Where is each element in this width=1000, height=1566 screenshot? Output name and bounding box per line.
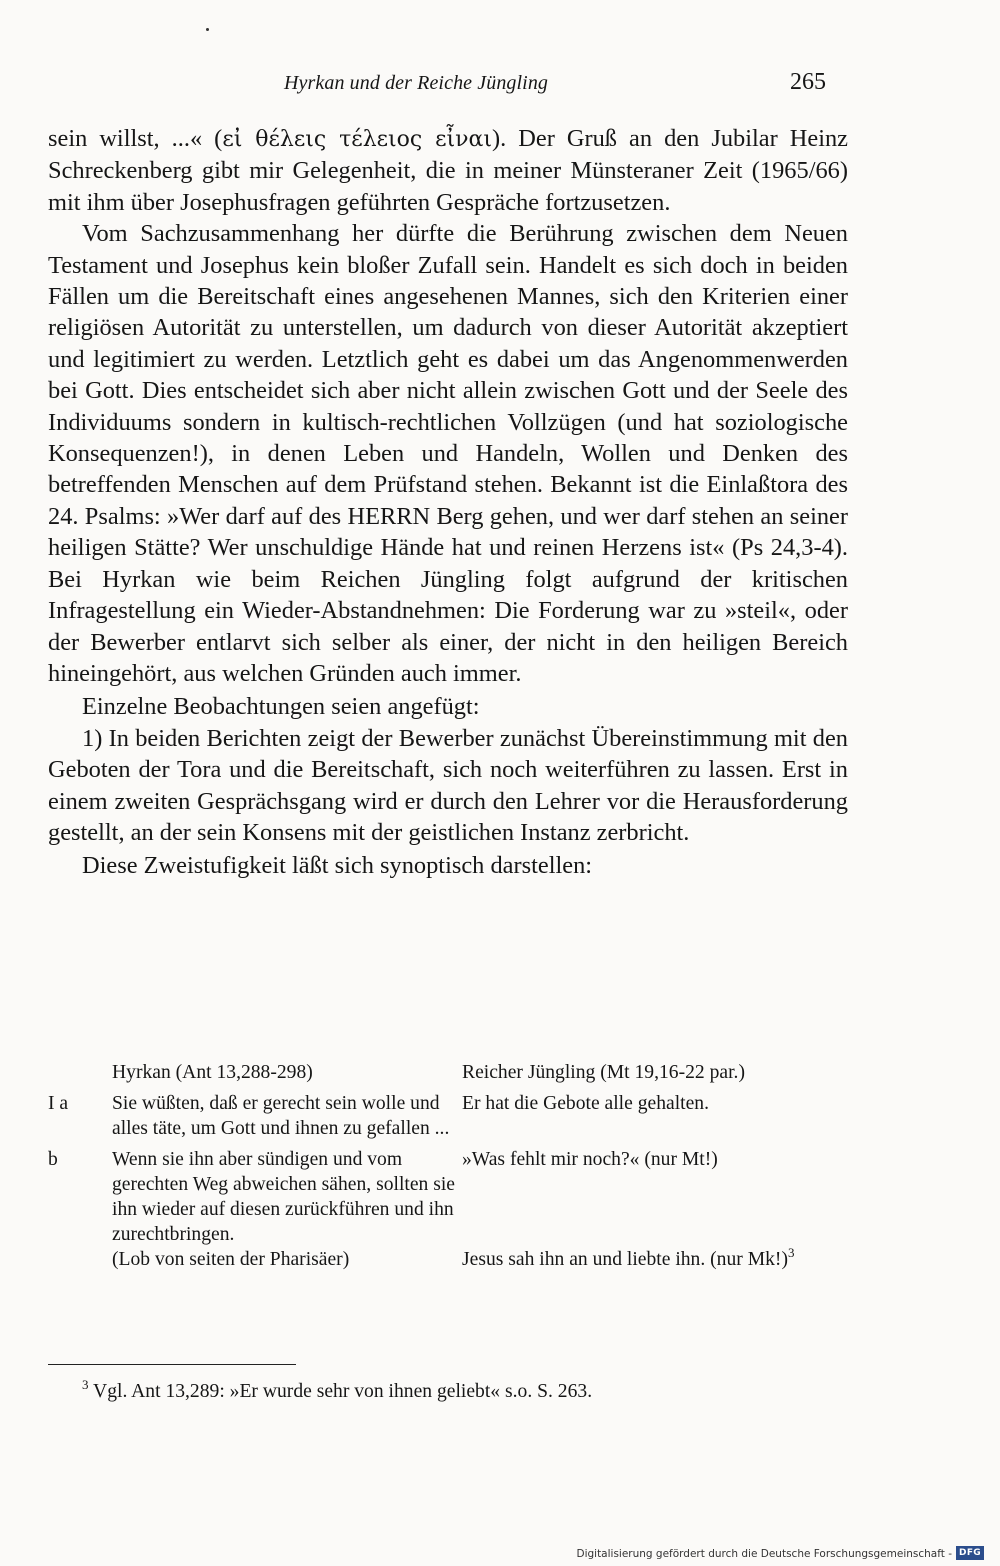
dfg-logo: DFG [956, 1546, 984, 1560]
synopsis-right-cell [462, 1247, 858, 1272]
paragraph-2: Vom Sachzusammenhang her dürfte die Berührung zwischen dem Neuen Testament und Josephus kein bloßer Zufall sein. Handelt es sich doch in beiden Fällen um die Bereitschaft eines angesehenen Mannes, sich den Kriterien einer religiösen Autorität zu unterstellen, um dadurch von dieser Autorität akzeptiert und legitimiert zu werden. Letztlich geht es dabei um das Angenommenwerden bei Gott. Dies entscheidet sich aber nicht allein zwischen Gott und der Seele des Individuums sondern in kultisch-rechtlichen Vollzügen (und hat soziologische Konsequenzen!), in denen Leben und Handeln, Wollen und Denken des betreffenden Menschen auf dem Prüfstand stehen. Bekannt ist die Einlaßtora des 24. Psalms: »Wer darf auf des HERRN Berg gehen, und wer darf stehen an seiner heiligen Stätte? Wer unschuldige Hände hat und reinen Herzens ist« (Ps 24,3-4). Bei Hyrkan wie beim Reichen Jüngling folgt aufgrund der kritischen Infragestellung ein Wieder-Abstandnehmen: Die Forderung war zu »steil«, oder der Bewerber entlarvt sich selber als einer, der nicht in den heiligen Bereich hineingehört, aus welchen Gründen auch immer. [48, 220, 848, 687]
paragraph-1-end: ). Der Gruß an den Jubilar Heinz Schreckenberg gibt mir Gelegenheit, die in meiner Münsteraner Zeit (1965/66) mit ihm über Josephusfragen geführten Gespräche fortzusetzen. [48, 125, 848, 216]
synopsis-left-cell: (Lob von seiten der Pharisäer) [112, 1249, 350, 1270]
synopsis-row-a [48, 1091, 858, 1141]
body-text [48, 123, 848, 882]
synopsis-right-text: Jesus sah ihn an und liebte ihn. (nur Mk!) [462, 1249, 788, 1270]
synopsis-row-mark: I a [48, 1093, 69, 1114]
footnote [82, 1377, 593, 1404]
synopsis-header-row [48, 1060, 858, 1085]
synopsis-right-cell: »Was fehlt mir noch?« (nur Mt!) [462, 1149, 718, 1170]
paragraph-5: Diese Zweistufigkeit läßt sich synoptisch darstellen: [82, 852, 593, 880]
paragraph-4: 1) In beiden Berichten zeigt der Bewerber zunächst Übereinstimmung mit den Geboten der Tora und die Bereitschaft, sich noch weiterführen zu lassen. Erst in einem zweiten Gesprächsgang wird er durch den Lehrer vor die Herausforderung gestellt, an der sein Konsens mit der geistlichen Instanz zerbricht. [48, 724, 848, 846]
running-title: Hyrkan und der Reiche Jüngling [284, 72, 549, 94]
page-number: 265 [790, 69, 826, 95]
paragraph-3: Einzelne Beobachtungen seien angefügt: [82, 693, 480, 721]
synopsis-head-right: Reicher Jüngling (Mt 19,16-22 par.) [462, 1062, 745, 1083]
synopsis-left-cell: Wenn sie ihn aber sündigen und vom gerechten Weg abweichen sähen, sollten sie ihn wieder auf diesen zurückführen und ihn zurechtbringen. [112, 1149, 455, 1245]
footnote-separator [48, 1364, 296, 1365]
footnote-reference: 3 [787, 1245, 795, 1260]
page-speck [206, 28, 209, 31]
digitization-credit: Digitalisierung gefördert durch die Deutsche Forschungsgemeinschaft - [576, 1548, 952, 1560]
synopsis-table [48, 1060, 858, 1272]
synopsis-row-mark: b [48, 1149, 58, 1170]
greek-quote: εἰ θέλεις τέλειος εἶναι [222, 127, 493, 152]
footnote-marker: 3 [82, 1377, 89, 1392]
synopsis-head-left: Hyrkan (Ant 13,288-298) [112, 1062, 313, 1083]
synopsis-row-c [48, 1247, 858, 1272]
paragraph-1-start: sein willst, ...« ( [48, 125, 223, 152]
synopsis-mark-cell [48, 1247, 112, 1272]
synopsis-right-cell: Er hat die Gebote alle gehalten. [462, 1093, 709, 1114]
synopsis-row-b [48, 1147, 858, 1247]
footnote-text: Vgl. Ant 13,289: »Er wurde sehr von ihnen geliebt« s.o. S. 263. [93, 1381, 593, 1402]
synopsis-left-cell: Sie wüßten, daß er gerecht sein wolle und alles täte, um Gott und ihnen zu gefallen ... [112, 1093, 450, 1139]
synopsis-mark-cell [48, 1060, 112, 1085]
paragraph-1 [48, 123, 848, 218]
